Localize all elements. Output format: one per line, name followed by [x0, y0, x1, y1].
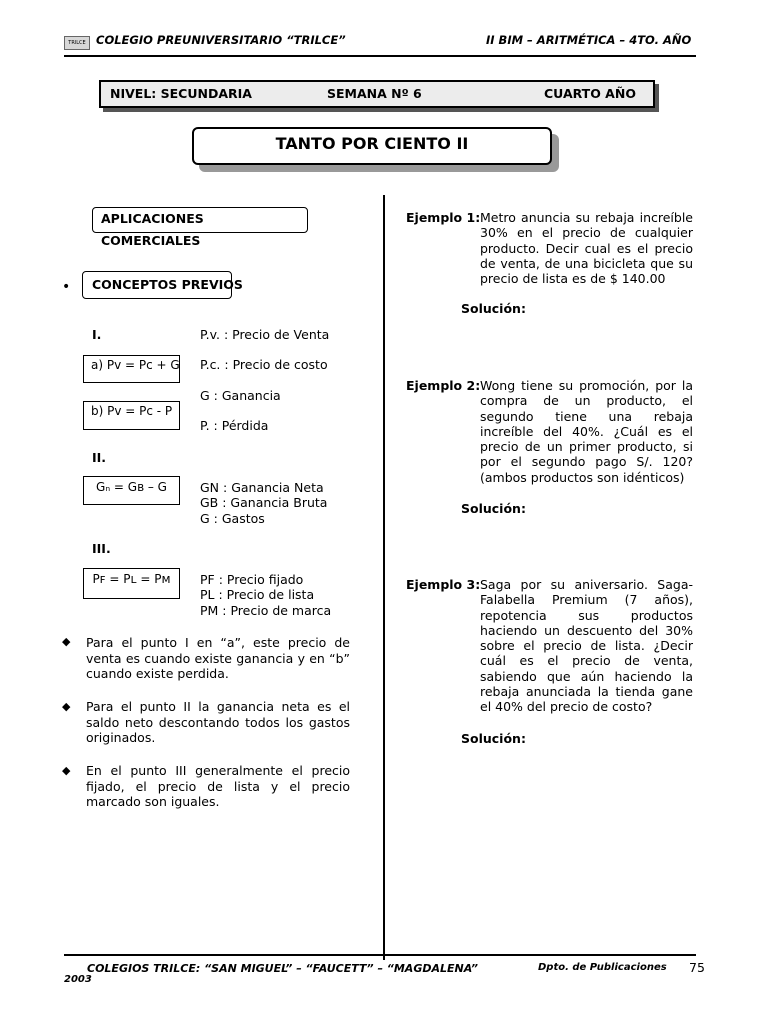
example-1-text: Metro anuncia su rebaja increíble 30% en el precio de cualquier producto. Decir cual es el precio de venta, de una bicicleta que su precio de lista es de $ 140.00 — [480, 210, 693, 287]
note-marker: ◆ — [62, 764, 71, 777]
part-2-label: II. — [92, 450, 107, 465]
note-marker: ◆ — [62, 635, 71, 648]
def-g: G : Ganancia — [200, 388, 281, 403]
def-gn: GN : Ganancia Neta — [200, 480, 324, 495]
level-bar — [99, 80, 655, 108]
school-logo: TRILCE — [64, 36, 90, 50]
formula-net-gain: Gₙ = Gʙ – G — [83, 476, 180, 505]
column-divider — [383, 195, 385, 960]
def-pv: P.v. : Precio de Venta — [200, 327, 330, 342]
week-label: SEMANA Nº 6 — [327, 86, 422, 101]
def-pm: PM : Precio de marca — [200, 603, 332, 618]
page-title: TANTO POR CIENTO II — [192, 127, 552, 165]
def-pl: PL : Precio de lista — [200, 587, 315, 602]
footer-schools: COLEGIOS TRILCE: “SAN MIGUEL” – “FAUCETT” – “MAGDALENA” — [87, 962, 478, 975]
note-marker: ◆ — [62, 700, 71, 713]
example-3-label: Ejemplo 3: — [406, 577, 481, 592]
formula-prices: Pꜰ = Pʟ = Pᴍ — [83, 568, 180, 599]
note-1: Para el punto I en “a”, este precio de venta es cuando existe ganancia y en “b” cuando existe perdida. — [86, 635, 350, 681]
note-2: Para el punto II la ganancia neta es el saldo neto descontando todos los gastos originados. — [86, 699, 350, 745]
def-pc: P.c. : Precio de costo — [200, 357, 328, 372]
def-p: P. : Pérdida — [200, 418, 269, 433]
def-gastos: G : Gastos — [200, 511, 265, 526]
bullet-marker: • — [62, 279, 71, 295]
header-school: COLEGIO PREUNIVERSITARIO “TRILCE” — [96, 33, 346, 47]
example-1-label: Ejemplo 1: — [406, 210, 481, 225]
header-course: II BIM – ARITMÉTICA – 4TO. AÑO — [486, 33, 692, 47]
example-3-solution: Solución: — [461, 731, 526, 746]
formula-b: b) Pv = Pc - P — [83, 401, 180, 430]
page-number: 75 — [689, 960, 705, 975]
header-rule — [64, 55, 696, 57]
section-title-aplicaciones: APLICACIONES COMERCIALES — [92, 207, 308, 233]
example-3-text: Saga por su aniversario. Saga-Falabella Premium (7 años), repotencia sus productos haciendo un descuento del 30% sobre el precio de lista. ¿Decir cuál es el precio de venta, sabiendo que aún haciendo la rebaja anunciada la tienda gane el 40% del precio de costo? — [480, 577, 693, 715]
footer-year: 2003 — [64, 974, 92, 985]
part-1-label: I. — [92, 327, 102, 342]
level-label: NIVEL: SECUNDARIA — [110, 86, 252, 101]
def-gb: GB : Ganancia Bruta — [200, 495, 328, 510]
grade-label: CUARTO AÑO — [544, 86, 636, 101]
note-3: En el punto III generalmente el precio fijado, el precio de lista y el precio marcado son iguales. — [86, 763, 350, 809]
def-pf: PF : Precio fijado — [200, 572, 304, 587]
footer-dept: Dpto. de Publicaciones — [538, 962, 667, 973]
example-2-text: Wong tiene su promoción, por la compra de un producto, el segundo tiene una rebaja increíble del 40%. ¿Cuál es el precio de un primer producto, si por el segundo pago S/. 120? (ambos productos son idénticos) — [480, 378, 693, 485]
example-2-solution: Solución: — [461, 501, 526, 516]
section-title-conceptos: CONCEPTOS PREVIOS — [82, 271, 232, 299]
example-2-label: Ejemplo 2: — [406, 378, 481, 393]
formula-a: a) Pv = Pc + G — [83, 355, 180, 383]
example-1-solution: Solución: — [461, 301, 526, 316]
part-3-label: III. — [92, 541, 111, 556]
footer-rule — [64, 954, 696, 956]
